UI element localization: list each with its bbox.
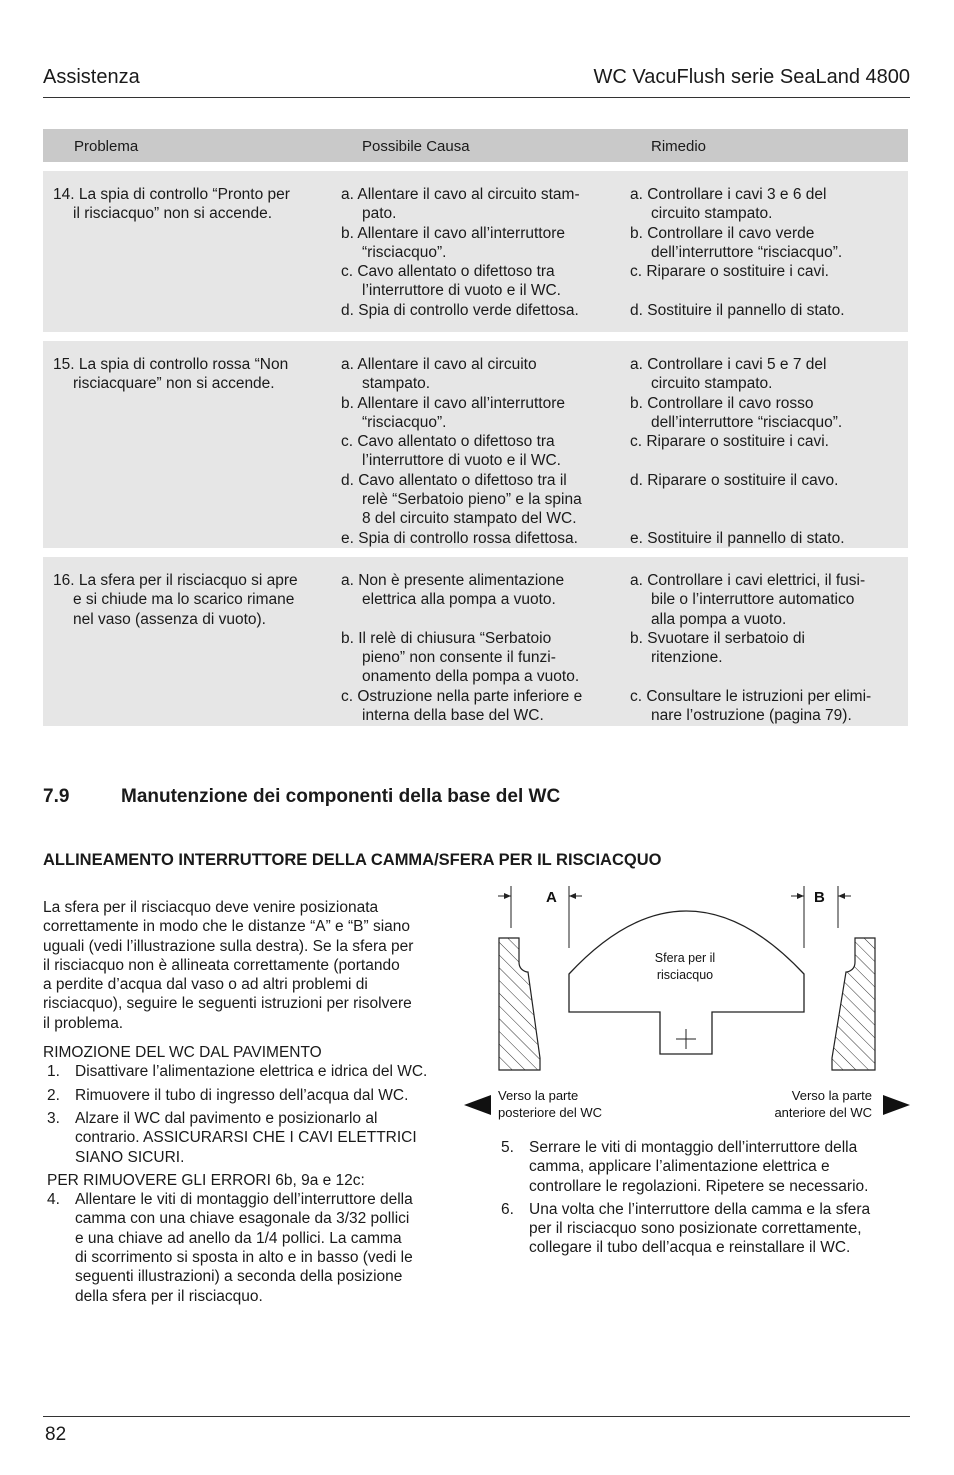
cell-line: a. Controllare i cavi 3 e 6 del: [630, 186, 827, 203]
remedy-cell: [630, 571, 871, 725]
cell-line: onamento della pompa a vuoto.: [362, 668, 580, 686]
cell-line: d. Spia di controllo verde difettosa.: [341, 301, 579, 319]
label-b: B: [814, 889, 825, 906]
cell-line: circuito stampato.: [651, 375, 773, 393]
front-arrow-icon: [883, 1095, 910, 1115]
dimension-b: [791, 886, 851, 948]
section-number: 7.9: [43, 786, 70, 807]
table-header: [43, 129, 908, 162]
section-title: Manutenzione dei componenti della base del WC: [121, 786, 561, 807]
text-line: La sfera per il risciacquo deve venire posizionata: [43, 899, 379, 916]
cell-line: alla pompa a vuoto.: [651, 610, 787, 628]
list-number: 3.: [47, 1109, 60, 1127]
remedy-cell: [630, 185, 845, 320]
right-wall: [832, 938, 875, 1070]
cell-line: l’interruttore di vuoto e il WC.: [362, 452, 561, 470]
cell-line: a. Non è presente alimentazione: [341, 572, 565, 589]
cell-line: b. Allentare il cavo all’interruttore: [341, 394, 566, 412]
text-line: correttamente in modo che le distanze “A” e “B” siano: [43, 918, 411, 936]
text-line: uguali (vedi l’illustrazione sulla destra). Se la sfera per: [43, 937, 414, 955]
remedy-cell: [630, 355, 845, 548]
removal-heading: RIMOZIONE DEL WC DAL PAVIMENTO: [43, 1044, 322, 1062]
text-line: Rimuovere il tubo di ingresso dell’acqua dal WC.: [75, 1086, 409, 1104]
subheading: ALLINEAMENTO INTERRUTTORE DELLA CAMMA/SFERA PER IL RISCIACQUO: [43, 851, 662, 869]
cell-line: risciacquare” non si accende.: [73, 375, 275, 393]
cell-line: e. Spia di controllo rossa difettosa.: [341, 529, 578, 547]
cell-line: e si chiude ma lo scarico rimane: [73, 591, 295, 609]
cell-line: b. Svuotare il serbatoio di: [630, 629, 805, 647]
cell-line: relè “Serbatoio pieno” e la spina: [362, 491, 582, 509]
problem-cell: [53, 571, 298, 629]
list-item: [43, 1086, 463, 1105]
cell-line: il risciacquo” non si accende.: [73, 205, 273, 223]
header-cause: Possibile Causa: [362, 138, 470, 155]
header-problem: Problema: [74, 138, 139, 155]
steps-list-c: [497, 1138, 907, 1258]
cell-line: 16. La sfera per il risciacquo si apre: [53, 572, 298, 589]
cell-line: d. Riparare o sostituire il cavo.: [630, 471, 839, 489]
cause-cell: [341, 571, 582, 725]
list-item: [43, 1062, 463, 1081]
table-row: [43, 341, 908, 548]
cell-line: d. Sostituire il pannello di stato.: [630, 301, 845, 319]
section-heading: [43, 786, 560, 808]
cell-line: nel vaso (assenza di vuoto).: [73, 610, 266, 628]
text-line: Una volta che l’interruttore della camma e la sfera: [529, 1200, 871, 1218]
cell-line: nare l’ostruzione (pagina 79).: [651, 707, 852, 725]
cell-line: l’interruttore di vuoto e il WC.: [362, 282, 561, 300]
front-label-line2: anteriore del WC: [774, 1105, 872, 1120]
cell-line: b. Controllare il cavo verde: [630, 224, 815, 242]
cell-line: pato.: [362, 205, 397, 223]
cell-line: b. Controllare il cavo rosso: [630, 394, 814, 412]
text-line: per il risciacquo sono posizionate correttamente,: [529, 1220, 862, 1238]
cell-line: b. Il relè di chiusura “Serbatoio: [341, 629, 552, 647]
text-line: della sfera per il risciacquo.: [75, 1287, 263, 1305]
cell-line: c. Riparare o sostituire i cavi.: [630, 433, 829, 451]
list-number: 5.: [501, 1139, 514, 1156]
cell-line: interna della base del WC.: [362, 707, 544, 725]
table-gap: [43, 548, 908, 557]
problem-cell: [53, 185, 290, 224]
steps-list-a: [43, 1062, 463, 1166]
text-line: Allentare le viti di montaggio dell’interruttore della: [75, 1191, 413, 1209]
text-line: camma con una chiave esagonale da 3/32 pollici: [75, 1210, 410, 1228]
cell-line: [630, 281, 845, 300]
text-line: Alzare il WC dal pavimento e posizionarlo al: [75, 1109, 378, 1127]
list-number: 4.: [47, 1191, 60, 1209]
rear-label-line2: posteriore del WC: [498, 1105, 603, 1120]
intro-paragraph: [43, 898, 463, 1033]
right-column: [497, 1138, 907, 1258]
text-line: seguenti illustrazioni) a seconda della posizione: [75, 1268, 403, 1286]
cell-line: 15. La spia di controllo rossa “Non: [53, 356, 289, 373]
text-line: Disattivare l’alimentazione elettrica e idrica del WC.: [75, 1063, 428, 1081]
cell-line: [630, 451, 845, 470]
list-number: 1.: [47, 1063, 60, 1081]
cell-line: [630, 490, 845, 509]
header-title: WC VacuFlush serie SeaLand 4800: [593, 66, 910, 88]
label-a: A: [546, 889, 557, 906]
text-line: collegare il tubo dell’acqua e reinstallare il WC.: [529, 1239, 851, 1257]
cell-line: stampato.: [362, 375, 431, 393]
page-number: 82: [45, 1424, 67, 1445]
front-label-line1: Verso la parte: [791, 1088, 872, 1103]
cell-line: c. Ostruzione nella parte inferiore e: [341, 687, 583, 705]
cell-line: d. Cavo allentato o difettoso tra il: [341, 471, 567, 489]
list-number: 2.: [47, 1086, 60, 1104]
text-line: camma, applicare l’alimentazione elettrica e: [529, 1158, 830, 1176]
text-line: controllare le regolazioni. Ripetere se necessario.: [529, 1177, 869, 1195]
cell-line: 14. La spia di controllo “Pronto per: [53, 186, 290, 203]
table-row: [43, 171, 908, 332]
text-line: risciacquo), seguire le seguenti istruzioni per risolvere: [43, 995, 412, 1013]
steps-list-b: [43, 1190, 463, 1306]
cell-line: “risciacquo”.: [362, 243, 447, 261]
cell-line: bile o l’interruttore automatico: [651, 591, 855, 609]
cell-line: c. Cavo allentato o difettoso tra: [341, 263, 555, 281]
text-line: SIANO SICURI.: [75, 1148, 185, 1166]
list-number: 6.: [501, 1200, 514, 1218]
problem-cell: [53, 355, 288, 394]
ball-label-line1: Sfera per il: [654, 951, 716, 965]
text-line: il risciacquo non è allineata correttamente (portando: [43, 956, 400, 974]
cell-line: c. Riparare o sostituire i cavi.: [630, 263, 829, 281]
cell-line: e. Sostituire il pannello di stato.: [630, 529, 845, 547]
cell-line: a. Allentare il cavo al circuito stam-: [341, 186, 580, 203]
errors-heading: PER RIMUOVERE GLI ERRORI 6b, 9a e 12c:: [47, 1171, 365, 1189]
rear-arrow-icon: [464, 1095, 491, 1115]
troubleshooting-table: [43, 129, 908, 726]
cell-line: b. Allentare il cavo all’interruttore: [341, 224, 566, 242]
cell-line: [630, 667, 871, 686]
list-item: [497, 1138, 907, 1196]
text-line: il problema.: [43, 1014, 124, 1032]
list-item: [497, 1200, 907, 1258]
text-line: e una chiave ad anello da 1/4 pollici. La camma: [75, 1229, 402, 1247]
cell-line: pieno” non consente il funzi-: [362, 649, 556, 667]
header-rule: [43, 97, 910, 98]
list-item: [43, 1109, 463, 1167]
flush-ball-alignment-diagram: [460, 878, 914, 1128]
text-line: di scorrimento si sposta in alto e in basso (vedi le: [75, 1249, 413, 1267]
cell-line: a. Allentare il cavo al circuito: [341, 356, 537, 373]
cell-line: elettrica alla pompa a vuoto.: [362, 591, 556, 609]
cell-line: 8 del circuito stampato del WC.: [362, 510, 577, 528]
header-remedy: Rimedio: [651, 138, 707, 155]
cell-line: circuito stampato.: [651, 205, 773, 223]
cell-line: [630, 509, 845, 528]
header-section: Assistenza: [43, 66, 140, 88]
cell-line: “risciacquo”.: [362, 413, 447, 431]
cause-cell: [341, 185, 580, 320]
cell-line: ritenzione.: [651, 649, 723, 667]
table-row: [43, 557, 908, 726]
cell-line: dell’interruttore “risciacquo”.: [651, 243, 843, 261]
text-line: a perdite d’acqua dal vaso o ad altri problemi di: [43, 976, 368, 994]
cell-line: a. Controllare i cavi elettrici, il fusi-: [630, 572, 866, 589]
text-line: Serrare le viti di montaggio dell’interruttore della: [529, 1139, 858, 1156]
text-line: contrario. ASSICURARSI CHE I CAVI ELETTRICI: [75, 1129, 417, 1147]
cell-line: [341, 610, 582, 629]
footer-rule: [43, 1416, 910, 1417]
cell-line: c. Consultare le istruzioni per elimi-: [630, 687, 872, 705]
table-gap: [43, 332, 908, 341]
left-column: [43, 898, 463, 1306]
cause-cell: [341, 355, 582, 548]
ball-label-line2: risciacquo: [656, 968, 714, 982]
rear-label-line1: Verso la parte: [498, 1088, 579, 1103]
list-item: [43, 1190, 463, 1306]
cell-line: dell’interruttore “risciacquo”.: [651, 413, 843, 431]
left-wall: [499, 938, 540, 1070]
cell-line: a. Controllare i cavi 5 e 7 del: [630, 356, 827, 373]
cell-line: c. Cavo allentato o difettoso tra: [341, 433, 555, 451]
table-gap: [43, 162, 908, 171]
